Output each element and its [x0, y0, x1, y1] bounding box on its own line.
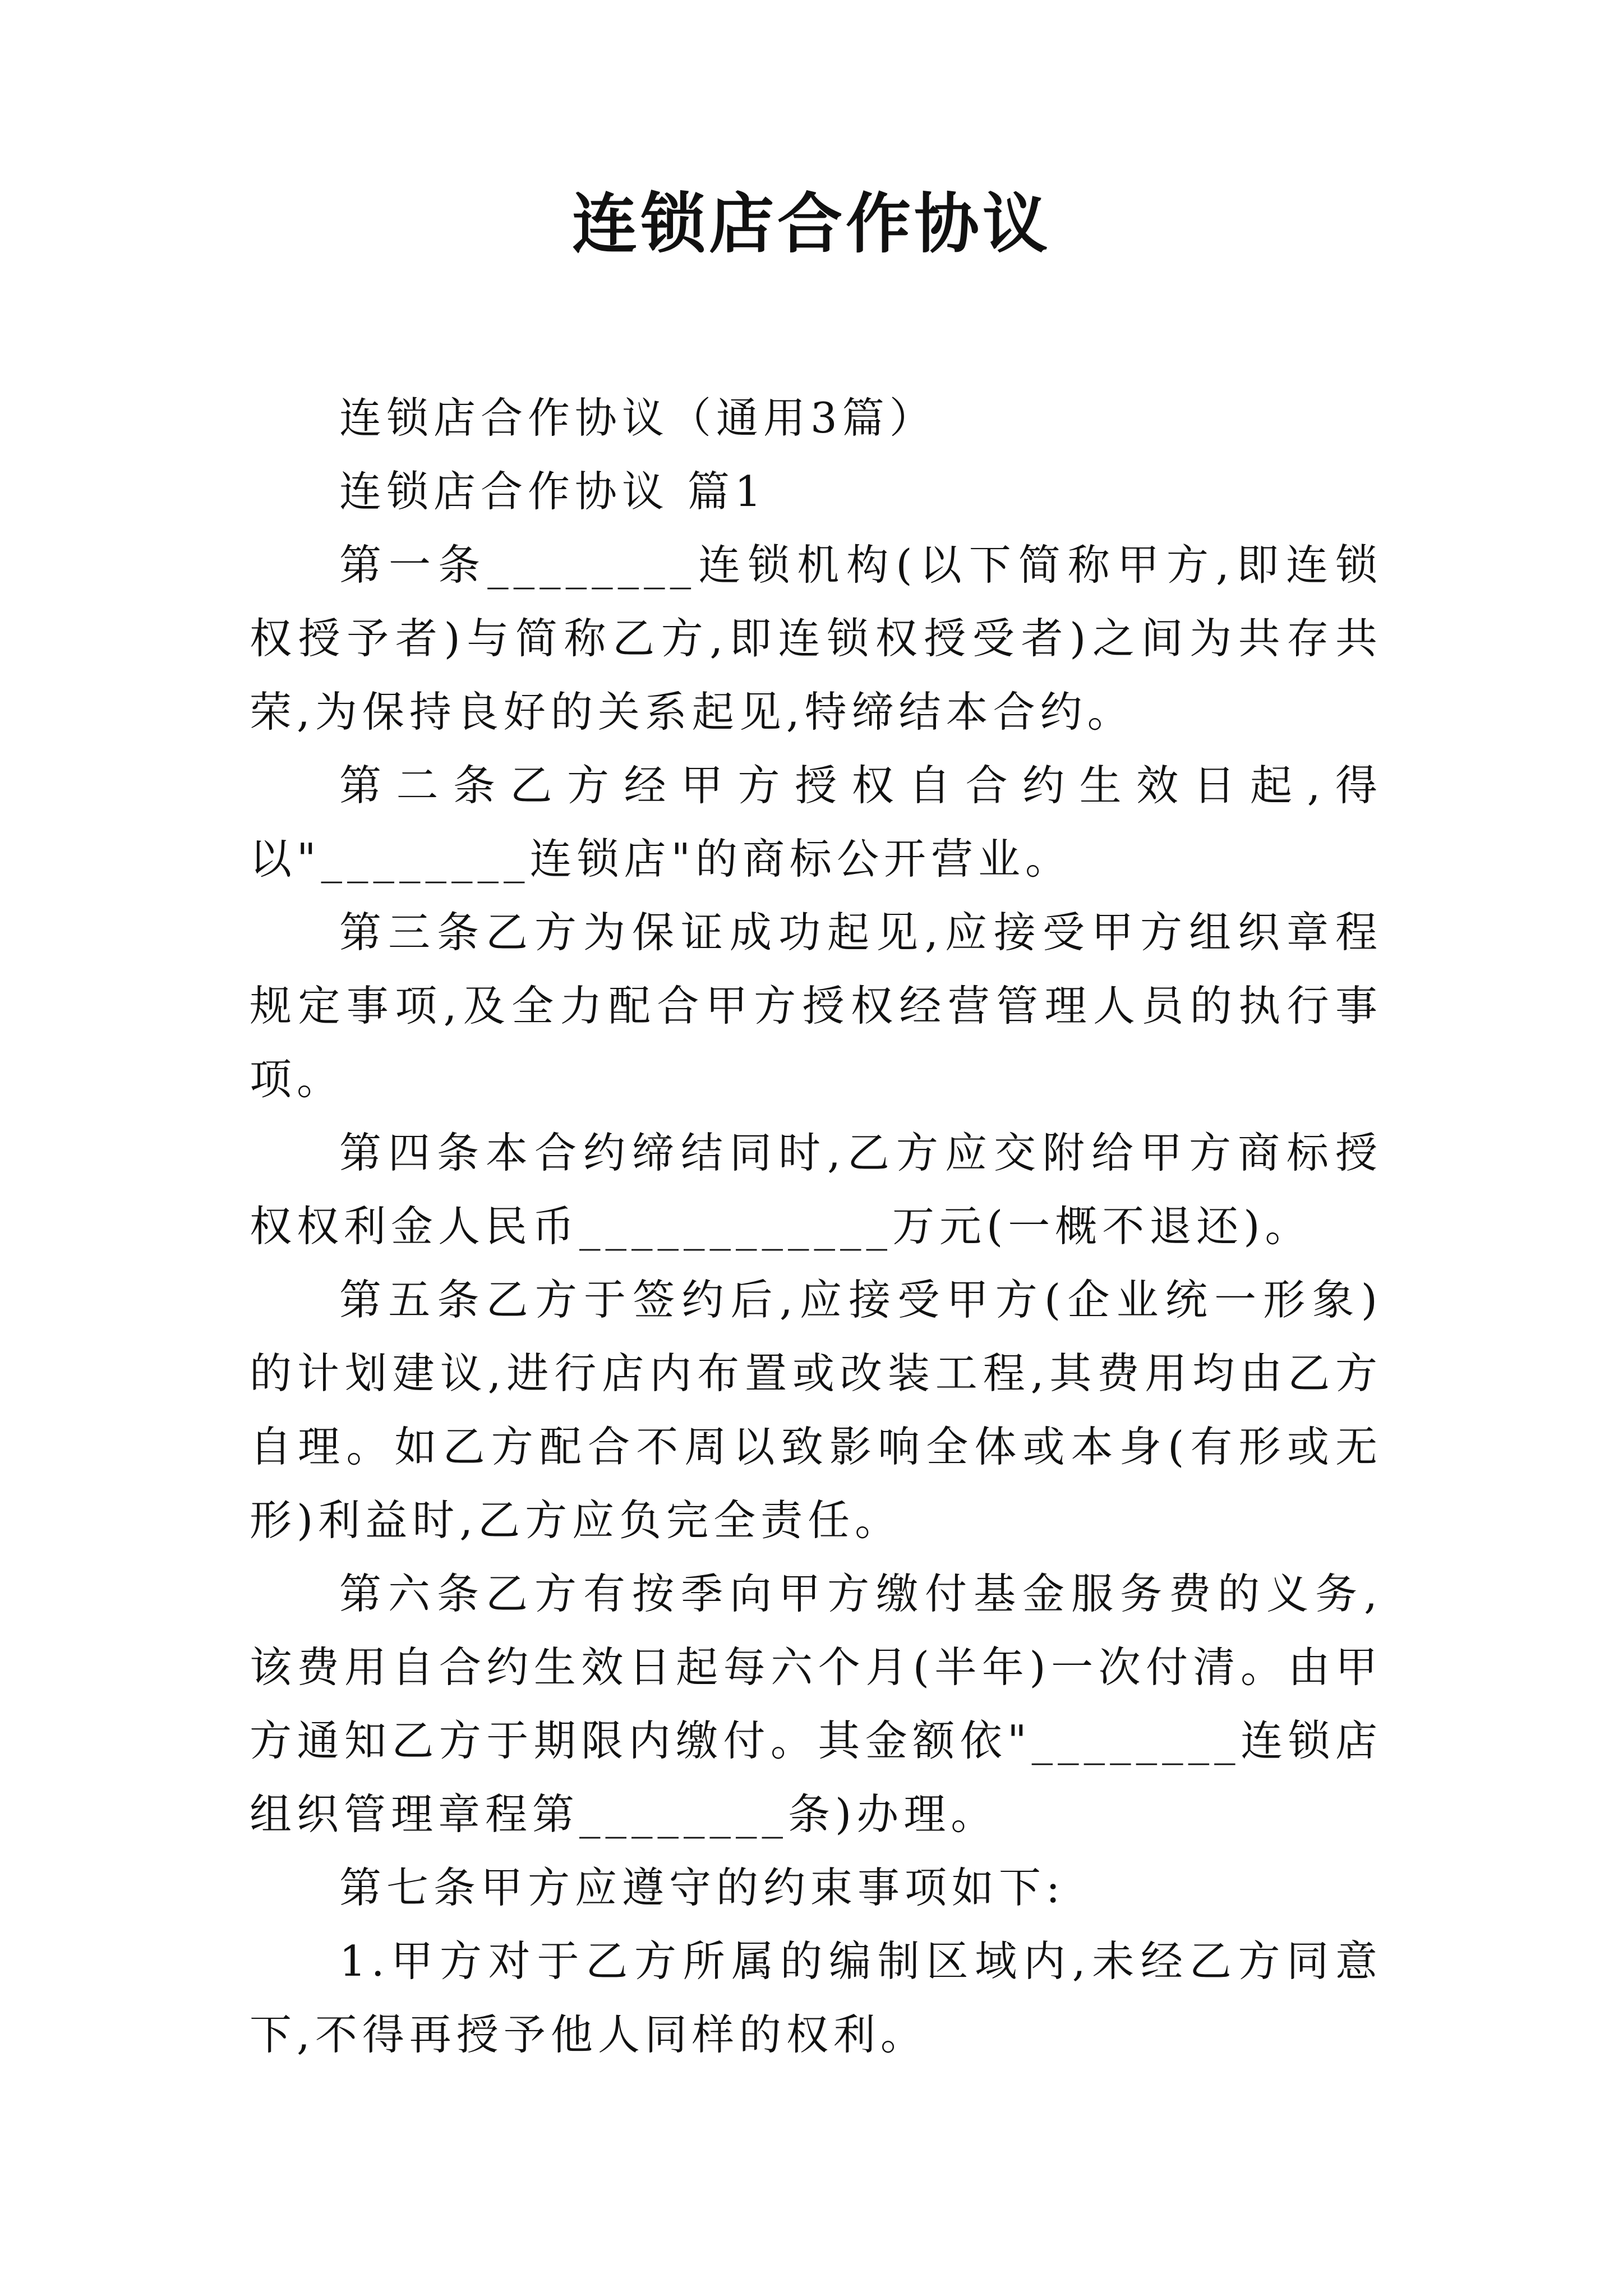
article-2: 第二条乙方经甲方授权自合约生效日起,得以"________连锁店"的商标公开营业。 — [250, 761, 1382, 884]
document-title: 连锁店合作协议 — [572, 186, 1051, 262]
document-body — [250, 381, 1382, 2072]
article-5: 第五条乙方于签约后,应接受甲方(企业统一形象)的计划建议,进行店内布置或改装工程,其费用均由乙方自理。如乙方配合不周以致影响全体或本身(有形或无形)利益时,乙方应负完全责任。 — [250, 1275, 1382, 1545]
article-6: 第六条乙方有按季向甲方缴付基金服务费的义务,该费用自合约生效日起每六个月(半年)一次付清。由甲方通知乙方于期限内缴付。其金额依"________连锁店组织管理章程第________条)办理。 — [250, 1569, 1382, 1839]
article-3: 第三条乙方为保证成功起见,应接受甲方组织章程规定事项,及全力配合甲方授权经营管理人员的执行事项。 — [250, 908, 1382, 1104]
article-7-item-1: 1.甲方对于乙方所属的编制区域内,未经乙方同意下,不得再授予他人同样的权利。 — [250, 1936, 1382, 2059]
article-4: 第四条本合约缔结同时,乙方应交附给甲方商标授权权利金人民币____________万元(一概不退还)。 — [250, 1128, 1382, 1251]
section-heading: 连锁店合作协议 篇1 — [339, 467, 767, 516]
article-1: 第一条________连锁机构(以下简称甲方,即连锁权授予者)与简称乙方,即连锁权授受者)之间为共存共荣,为保持良好的关系起见,特缔结本合约。 — [250, 540, 1382, 737]
collection-heading: 连锁店合作协议（通用3篇） — [339, 393, 937, 443]
article-7: 第七条甲方应遵守的约束事项如下: — [339, 1863, 1066, 1912]
